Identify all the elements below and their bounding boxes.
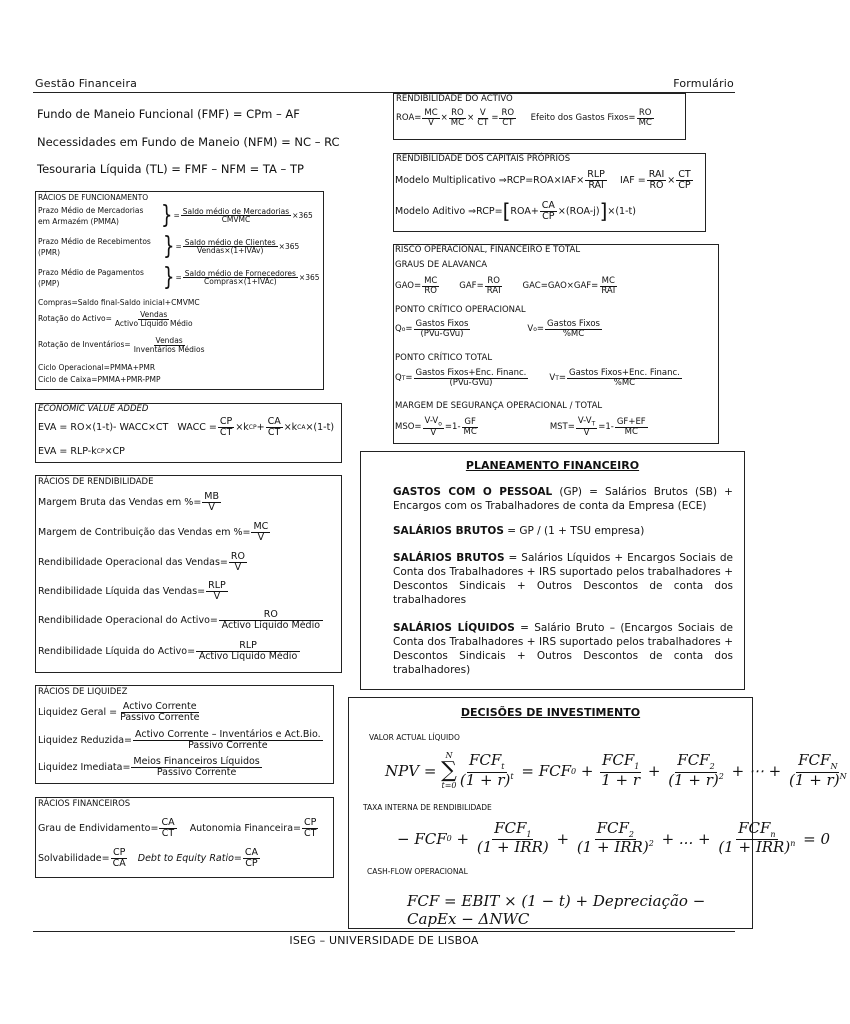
rlv-formula: Rendibilidade Líquida das Vendas= $\frac{\text{RLP}}{V}$ (38, 580, 226, 602)
tl-formula: Tesouraria Líquida (TL) = FMF – NFM = TA – TP (37, 162, 304, 176)
rotacao-activo: Rotação do Activo= $\frac{\text{Vendas}}{\text{Activo Líquido Médio}}$ (38, 310, 193, 328)
ponto-critico-operacional: PONTO CRÍTICO OPERACIONAL (395, 305, 526, 315)
financeiros-box (35, 797, 334, 878)
eva-title: ECONOMIC VALUE ADDED (38, 404, 149, 414)
capitais-title: RENDIBILIDADE DOS CAPITAIS PRÓPRIOS (396, 154, 571, 164)
graus-alavanca: GRAUS DE ALAVANCA (395, 260, 488, 270)
investimento-title: DECISÕES DE INVESTIMENTO (460, 706, 641, 719)
pmr-formula: } = $\frac{\text{Saldo médio de Clientes}}{\text{Vendas×(1+IVAv)}}$ ×365 (163, 231, 300, 262)
liquidez-geral: Liquidez Geral = $\frac{\text{Activo Corrente}}{\text{Passivo Corrente}}$ (38, 701, 200, 723)
rendibilidade-title: RÁCIOS DE RENDIBILIDADE (38, 477, 154, 487)
ponto-critico-total: PONTO CRÍTICO TOTAL (395, 353, 493, 363)
eva-formula-2: EVA = RLP-k CP ×CP (38, 446, 125, 457)
investimento-box (348, 697, 847, 929)
alavanca-formulas: GAO= $\frac{MC}{RO}$ GAF= $\frac{RO}{\text{RAI}}$ GAC=GAO×GAF= $\frac{MC}{\text{RAI}}$ (395, 276, 616, 296)
margem-seguranca: MARGEM DE SEGURANÇA OPERACIONAL / TOTAL (395, 401, 603, 411)
salarios-brutos-2: SALÁRIOS BRUTOS = Salários Líquidos + Encargos Sociais de Conta dos Trabalhadores + IRS suportado pelos trabalhadores + Descontos Sindicais + Outros Descontos de conta dos trabalhadores (393, 552, 733, 606)
pmma-formula: } = $\frac{\text{Saldo médio de Mercadorias}}{\text{CMVMC}}$ ×365 (161, 200, 313, 231)
compras-formula: Compras=Saldo final-Saldo inicial+CMVMC (38, 298, 200, 307)
mcv-formula: Margem de Contribuição das Vendas em %= $\frac{MC}{V}$ (38, 521, 269, 543)
mbv-formula: Margem Bruta das Vendas em %= $\frac{MB}{V}$ (38, 491, 220, 513)
salarios-liquidos: SALÁRIOS LÍQUIDOS = Salário Bruto – (Encargos Sociais de Conta dos Trabalhadores + IRS suportado pelos trabalhadores + Descontos Sindicais + Outros Descontos de conta dos trabalhadores) (393, 622, 733, 676)
rendibilidade-box (35, 475, 342, 673)
liquidez-imediata: Liquidez Imediata= $\frac{\text{Meios Financeiros Líquidos}}{\text{Passivo Corrente}}$ (38, 756, 260, 778)
irr-formula: − FCF 0 + $\frac{FCF_1}{\text{(1 + IRR)}}$ + $\frac{FCF_2}{(1 + IRR)^2}$ + ... + $\frac{FCF_n}{(1 + IRR)^n}$ = 0 (397, 819, 830, 857)
eva-formula-1: EVA = RO×(1-t)- WACC×CT WACC = $\frac{CP}{CT}$ ×k CP + $\frac{CA}{CT}$ ×k CA ×(1-t) (38, 416, 335, 438)
header-right: Formulário (673, 77, 734, 90)
header-left: Gestão Financeira (35, 77, 138, 90)
ms-formulas: MSO= $\frac{V-V_o}{V}$ =1- $\frac{GF}{MC}$ MST= $\frac{V-V_T}{V}$ =1- $\frac{GF+EF}{MC}$ (395, 416, 646, 438)
ciclo-operacional: Ciclo Operacional=PMMA+PMR (38, 363, 156, 372)
risco-title: RISCO OPERACIONAL, FINANCEIRO E TOTAL (395, 245, 581, 255)
val-label: VALOR ACTUAL LÍQUIDO (369, 733, 460, 742)
roa-formula: ROA= $\frac{MC}{V}$ × $\frac{RO}{MC}$ × $\frac{V}{CT}$ = $\frac{RO}{CT}$ Efeito dos Gastos Fixos= $\frac{RO}{MC}$ (396, 108, 652, 128)
fmf-formula: Fundo de Maneio Funcional (FMF) = CPm – AF (37, 107, 300, 121)
pmp-formula: } = $\frac{\text{Saldo médio de Fornecedores}}{\text{Compras×(1+IVAc)}}$ ×365 (163, 262, 320, 293)
footer-rule (33, 931, 735, 932)
risco-box (393, 244, 719, 444)
npv-formula: NPV = N ∑ t=0 $\frac{FCF_t}{(1 + r)^t}$ = FCF 0 + $\frac{FCF_1}{1 + r}$ + $\frac{FCF_2}{(1 + r)^2}$ + ⋯ + $\frac{FCF_N}{(1 + r)^N}$ (385, 751, 847, 790)
roa-ratio-formula: Rendibilidade Operacional do Activo= $\frac{RO}{\text{Activo Líquido Médio}}$ (38, 610, 324, 631)
solvabilidade: Solvabilidade= $\frac{CP}{CA}$ Debt to Equity Ratio= $\frac{CA}{CP}$ (38, 847, 259, 869)
liquidez-reduzida: Liquidez Reduzida= $\frac{\text{Activo Corrente – Inventários e Act.Bio.}}{\text{Passivo Corrente}}$ (38, 729, 321, 751)
pct-formulas: Q T = $\frac{\text{Gastos Fixos+Enc. Financ.}}{\text{(PVu-GVu)}}$ V T = $\frac{\text{Gastos Fixos+Enc. Financ.}}{\%MC}$ (395, 368, 680, 388)
funcionamento-title: RÁCIOS DE FUNCIONAMENTO (38, 193, 149, 202)
gastos-pessoal-text: GASTOS COM O PESSOAL (GP) = Salários Brutos (SB) + Encargos com os Trabalhadores de conta da Empresa (ECE) (393, 486, 733, 512)
pmr-label: Prazo Médio de Recebimentos (PMR) (38, 237, 151, 258)
rla-formula: Rendibilidade Líquida do Activo= $\frac{\text{RLP}}{\text{Activo Líquido Médio}}$ (38, 641, 301, 662)
planeamento-box (360, 451, 745, 690)
modelo-multiplicativo: Modelo Multiplicativo ⇒RCP=ROA×IAF× $\frac{\text{RLP}}{\text{RAI}}$ IAF = $\frac{\text{RAI}}{RO}$ × $\frac{CT}{CP}$ (395, 169, 691, 191)
footer-text: ISEG – UNIVERSIDADE DE LISBOA (289, 934, 479, 947)
pco-formulas: Q o = $\frac{\text{Gastos Fixos}}{\text{(PVu-GVu)}}$ V o = $\frac{\text{Gastos Fixos}}{\%MC}$ (395, 319, 600, 339)
tir-label: TAXA INTERNA DE RENDIBILIDADE (363, 803, 492, 812)
funcionamento-box (35, 191, 324, 390)
cfo-label: CASH-FLOW OPERACIONAL (367, 867, 468, 876)
activo-box (393, 93, 686, 140)
capitais-box (393, 153, 706, 232)
pmma-label: Prazo Médio de Mercadorias em Armazém (PMMA) (38, 206, 144, 227)
rotacao-inventarios: Rotação de Inventários= $\frac{\text{Vendas}}{\text{Inventários Médios}}$ (38, 336, 205, 354)
eva-box (35, 403, 342, 463)
grau-endividamento: Grau de Endividamento= $\frac{CA}{CT}$ Autonomia Financeira= $\frac{CP}{CT}$ (38, 817, 317, 839)
fcf-formula: FCF = EBIT × (1 − t) + Depreciação − CapEx − ΔNWC (407, 892, 706, 928)
planeamento-title: PLANEAMENTO FINANCEIRO (465, 459, 640, 472)
nfm-formula: Necessidades em Fundo de Maneio (NFM) = NC – RC (37, 135, 340, 149)
modelo-aditivo: Modelo Aditivo ⇒RCP= [ ROA+ $\frac{CA}{CP}$ ×(ROA-j) ] ×(1-t) (395, 199, 636, 223)
pmp-label: Prazo Médio de Pagamentos (PMP) (38, 268, 144, 289)
salarios-brutos-1: SALÁRIOS BRUTOS = GP / (1 + TSU empresa) (393, 525, 645, 537)
liquidez-title: RÁCIOS DE LIQUIDEZ (38, 687, 128, 697)
rov-formula: Rendibilidade Operacional das Vendas= $\frac{RO}{V}$ (38, 551, 245, 573)
financeiros-title: RÁCIOS FINANCEIROS (38, 799, 131, 809)
activo-title: RENDIBILIDADE DO ACTIVO (396, 94, 513, 104)
ciclo-caixa: Ciclo de Caixa=PMMA+PMR-PMP (38, 375, 161, 384)
liquidez-box (35, 685, 334, 784)
